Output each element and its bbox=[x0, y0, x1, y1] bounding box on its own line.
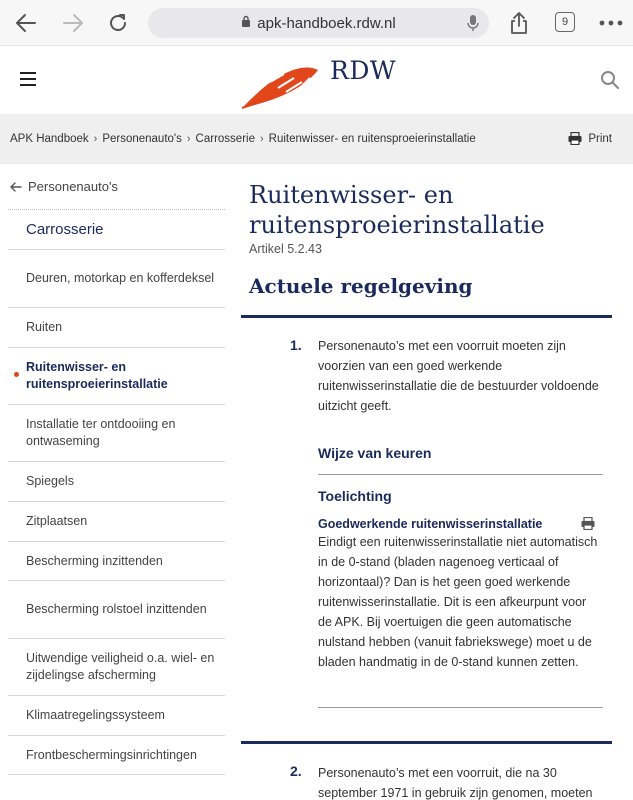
rdw-logo[interactable] bbox=[240, 52, 400, 112]
sidebar-item-label: Installatie ter ontdooiing en ontwaseming bbox=[26, 417, 176, 448]
sidebar-item-label: Spiegels bbox=[26, 474, 74, 488]
chevron-right-icon: › bbox=[186, 133, 191, 145]
divider bbox=[318, 474, 603, 475]
rule-number: 1. bbox=[290, 337, 302, 353]
back-link[interactable] bbox=[8, 164, 225, 210]
more-icon[interactable] bbox=[598, 10, 624, 36]
site-header bbox=[0, 46, 633, 114]
lock-icon bbox=[241, 14, 251, 32]
menu-icon[interactable] bbox=[20, 72, 36, 86]
section-divider bbox=[241, 315, 612, 318]
sidebar-item-ontdooiing[interactable] bbox=[8, 405, 225, 462]
printer-icon[interactable] bbox=[581, 517, 597, 533]
sidebar-item-label: Klimaatregelingssysteem bbox=[26, 708, 165, 722]
sidebar-item-frontbescherming[interactable] bbox=[8, 736, 225, 775]
back-arrow-icon[interactable] bbox=[13, 10, 39, 36]
rdw-feather-logo-icon bbox=[240, 52, 330, 112]
sidebar-item-label: Zitplaatsen bbox=[26, 514, 88, 528]
sidebar-item-label: Frontbeschermingsinrichtingen bbox=[26, 747, 197, 762]
page-title: Ruitenwisser- en ruitensproeierinstallatie bbox=[249, 181, 545, 239]
sidebar-item-ruiten[interactable] bbox=[8, 308, 225, 348]
browser-toolbar bbox=[0, 0, 633, 46]
breadcrumb-item[interactable]: APK Handboek bbox=[10, 133, 89, 145]
sidebar bbox=[8, 164, 225, 775]
breadcrumb bbox=[0, 114, 633, 164]
section-divider bbox=[241, 741, 612, 744]
tabs-icon[interactable]: 9 bbox=[555, 12, 575, 32]
method-heading[interactable]: Wijze van keuren bbox=[318, 445, 432, 461]
breadcrumb-item[interactable]: Personenauto's bbox=[102, 133, 182, 145]
sidebar-item-rolstoel[interactable] bbox=[8, 581, 225, 639]
note-text: Eindigt een ruitenwisserinstallatie niet automatisch in de 0-stand (bladen nagenoeg verticaal of horizontaal)? Dan is het geen goed werkende ruitenwisserinstallatie. Dit is een afkeurpunt voor de APK. Bij voertuigen die geen automatische nulstand hebben (vanuit fabriekswege) moet u de bladen handmatig in de 0-stand kunnen zetten. bbox=[318, 535, 598, 669]
explanation-heading[interactable]: Toelichting bbox=[318, 488, 392, 504]
sidebar-item-label: Deuren, motorkap en kofferdeksel bbox=[26, 271, 215, 285]
chevron-right-icon: › bbox=[259, 133, 264, 145]
microphone-icon[interactable] bbox=[467, 14, 479, 37]
forward-arrow-icon[interactable] bbox=[60, 10, 86, 36]
article-number: Artikel 5.2.43 bbox=[249, 242, 322, 256]
sidebar-item-zitplaatsen[interactable] bbox=[8, 502, 225, 542]
breadcrumb-item-current: Ruitenwisser- en ruitensproeierinstallatie bbox=[268, 133, 476, 145]
printer-icon bbox=[568, 132, 582, 145]
sidebar-item-spiegels[interactable] bbox=[8, 462, 225, 502]
section-title: Actuele regelgeving bbox=[249, 274, 473, 298]
sidebar-heading[interactable]: Carrosserie bbox=[8, 210, 225, 250]
sidebar-item-ruitenwisser[interactable] bbox=[8, 348, 225, 405]
rule-number: 2. bbox=[290, 763, 302, 779]
sidebar-item-klimaat[interactable] bbox=[8, 696, 225, 736]
share-icon[interactable] bbox=[506, 10, 532, 36]
divider bbox=[318, 707, 603, 708]
address-bar[interactable] bbox=[148, 8, 489, 38]
back-link-label: Personenauto's bbox=[28, 179, 118, 194]
search-icon[interactable] bbox=[600, 70, 620, 90]
reload-icon[interactable] bbox=[105, 10, 131, 36]
print-label: Print bbox=[588, 132, 612, 145]
sidebar-item-label: Uitwendige veiligheid o.a. wiel- en zijdelingse afscherming bbox=[26, 651, 215, 682]
sidebar-item-label: Ruiten bbox=[26, 320, 63, 334]
logo-text: RDW bbox=[330, 56, 397, 85]
print-button[interactable] bbox=[568, 132, 612, 145]
rule-text: Personenauto’s met een voorruit, die na 30 september 1971 in gebruik zijn genomen, moeten bbox=[318, 766, 593, 800]
sidebar-item-label: Ruitenwisser- en ruitensproeierinstallatie bbox=[26, 360, 168, 391]
sidebar-item-deuren[interactable] bbox=[8, 250, 225, 308]
url-text: apk-handboek.rdw.nl bbox=[257, 14, 396, 32]
sidebar-item-label: Bescherming rolstoel inzittenden bbox=[26, 602, 207, 616]
rule-text: Personenauto’s met een voorruit moeten zijn voorzien van een goed werkende ruitenwisserinstallatie die de bestuurder voldoende uitzicht geeft. bbox=[318, 339, 599, 413]
chevron-right-icon: › bbox=[93, 133, 98, 145]
sidebar-item-bescherming-inzittenden[interactable] bbox=[8, 542, 225, 581]
sidebar-item-uitwendige-veiligheid[interactable] bbox=[8, 639, 225, 696]
breadcrumb-item[interactable]: Carrosserie bbox=[195, 133, 255, 145]
note-title: Goedwerkende ruitenwisserinstallatie bbox=[318, 517, 543, 531]
sidebar-item-label: Bescherming inzittenden bbox=[26, 553, 163, 568]
arrow-left-icon bbox=[10, 182, 22, 192]
